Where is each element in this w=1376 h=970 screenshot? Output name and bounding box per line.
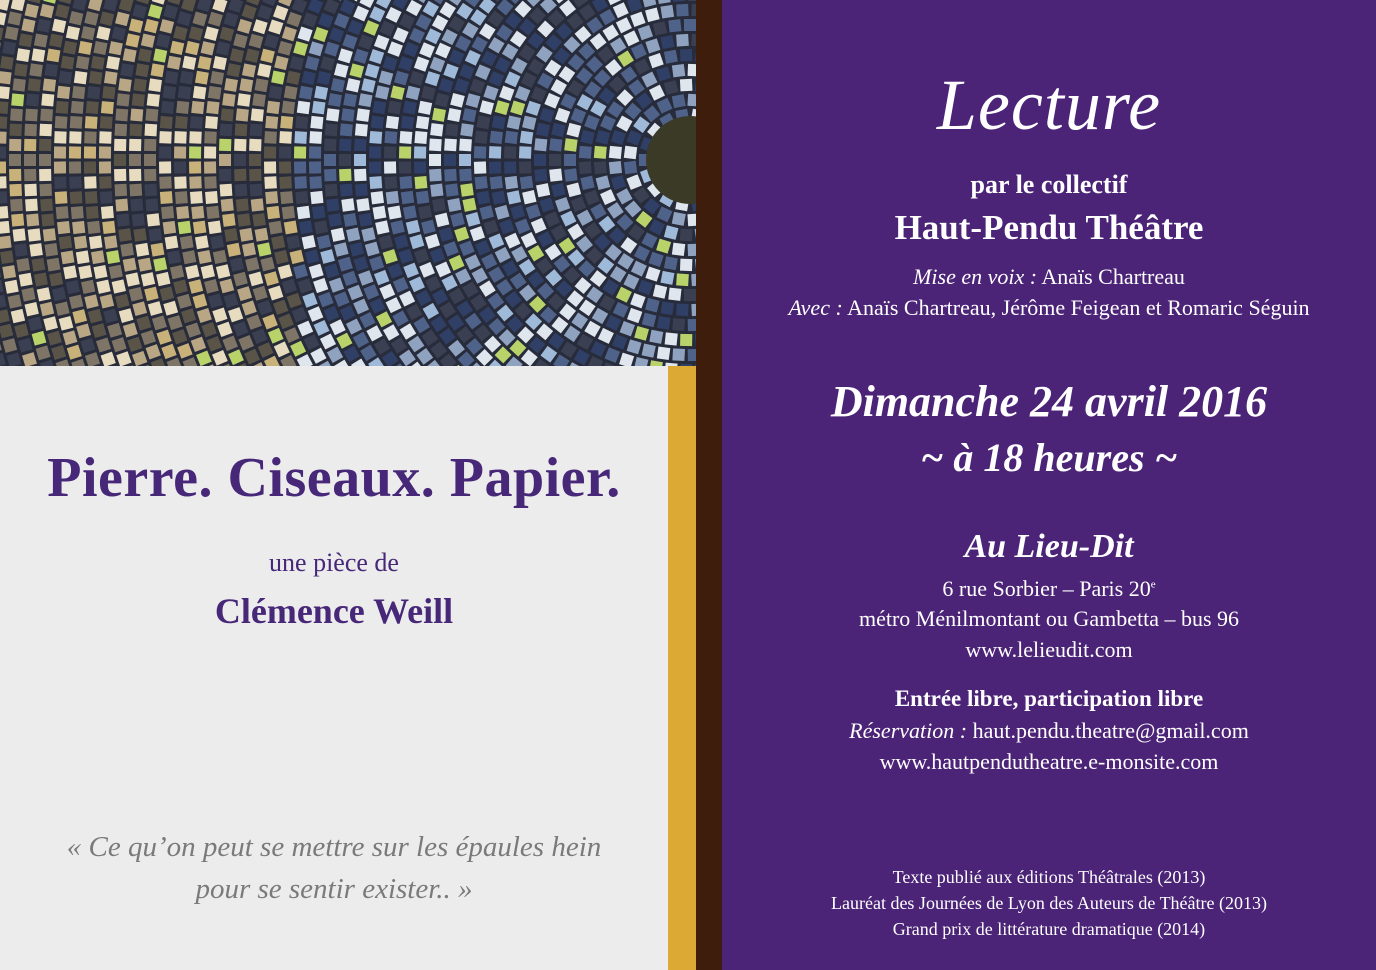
cast-value: Anaïs Chartreau, Jérôme Feigean et Romaric Séguin [842, 295, 1310, 320]
reservation-info [722, 718, 1376, 744]
entry-info: Entrée libre, participation libre [894, 686, 1204, 711]
venue-transport: métro Ménilmontant ou Gambetta – bus 96 [858, 606, 1240, 631]
play-quote [0, 826, 668, 910]
event-date: Dimanche 24 avril 2016 [830, 377, 1268, 426]
staging-credit [722, 264, 1376, 290]
play-title: Pierre. Ciseaux. Papier. [47, 447, 621, 509]
staging-label: Mise en voix : [913, 264, 1038, 289]
venue-address [722, 576, 1376, 602]
right-panel [722, 0, 1376, 970]
reservation-email-link[interactable]: haut.pendu.theatre@gmail.com [967, 718, 1249, 743]
quote-line-2: pour se sentir exister.. » [195, 873, 473, 905]
address-text: 6 rue Sorbier – Paris 20 [942, 576, 1151, 601]
mosaic-photo [0, 0, 696, 366]
company-website-link[interactable]: www.hautpendutheatre.e-monsite.com [879, 749, 1219, 774]
lecture-heading: Lecture [936, 65, 1162, 145]
by-line: par le collectif [970, 170, 1128, 199]
reservation-label: Réservation : [849, 718, 968, 743]
venue-website-link[interactable]: www.lelieudit.com [965, 637, 1133, 662]
play-author: Clémence Weill [214, 591, 454, 631]
footer-note-3: Grand prix de littérature dramatique (2014) [892, 919, 1206, 939]
staging-value: Anaïs Chartreau [1037, 264, 1185, 289]
footer-note-1: Texte publié aux éditions Théâtrales (2013) [892, 867, 1206, 887]
company-name: Haut-Pendu Théâtre [894, 208, 1204, 247]
footer-note-2: Lauréat des Journées de Lyon des Auteurs de Théâtre (2013) [830, 893, 1268, 913]
address-sup: e [1150, 578, 1156, 591]
quote-line-1: « Ce qu’on peut se mettre sur les épaules hein [66, 831, 602, 863]
event-time: ~ à 18 heures ~ [920, 435, 1178, 480]
cast-credit [722, 295, 1376, 321]
play-subtitle: une pièce de [269, 548, 399, 577]
gold-strip [668, 366, 696, 970]
brown-strip [696, 0, 722, 970]
cast-label: Avec : [788, 295, 843, 320]
venue-name: Au Lieu-Dit [964, 528, 1134, 565]
